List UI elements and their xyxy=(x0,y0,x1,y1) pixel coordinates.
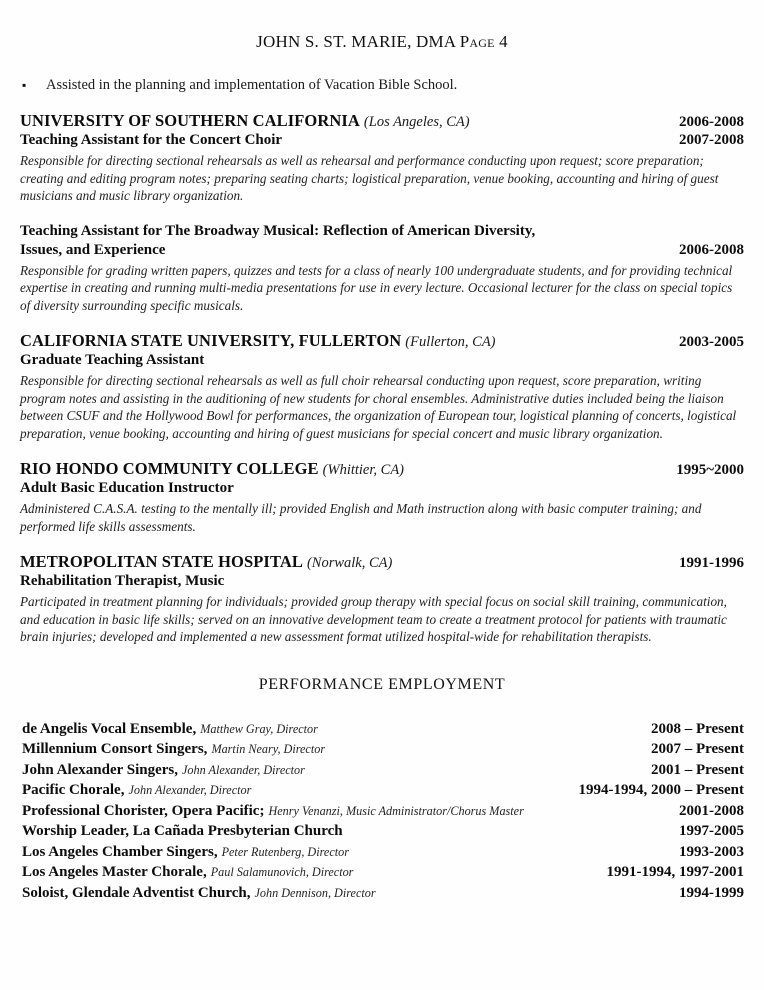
employment-org-line xyxy=(20,111,744,131)
performance-dates: 1994-1999 xyxy=(679,884,744,901)
bullet-list-item xyxy=(20,76,744,94)
performance-row xyxy=(20,739,744,760)
employment-role-dates: 2007-2008 xyxy=(679,132,744,148)
employment-role: Teaching Assistant for The Broadway Musical: Reflection of American Diversity, xyxy=(20,222,536,239)
performance-row xyxy=(20,862,744,883)
performance-ensemble: Los Angeles Master Chorale, xyxy=(22,864,207,880)
performance-director: John Dennison, Director xyxy=(254,885,376,900)
performance-director: Martin Neary, Director xyxy=(211,742,326,756)
employment-role: Teaching Assistant for the Concert Choir xyxy=(20,132,283,148)
performance-director: Matthew Gray, Director xyxy=(200,721,318,736)
employment-description: Responsible for directing sectional rehearsals as well as rehearsal and performance conducting upon request; score preparation; creating and editing program notes; preparing seating charts; logistical preparation, venue booking, accounting and hiring of guest musicians and music library organization. xyxy=(20,153,719,203)
employment-role-line xyxy=(20,572,744,591)
employment-entry xyxy=(20,331,744,442)
employment-org-line xyxy=(20,552,744,572)
employment-org-dates: 1991-1996 xyxy=(679,555,744,571)
performance-row xyxy=(20,719,744,740)
performance-row xyxy=(20,801,744,822)
employment-role-dates: 2006-2008 xyxy=(679,241,744,258)
employment-org-line xyxy=(20,331,744,351)
performance-row xyxy=(20,842,744,863)
performance-dates: 1997-2005 xyxy=(679,823,744,839)
performance-ensemble: de Angelis Vocal Ensemble, xyxy=(22,720,197,737)
employment-organization: METROPOLITAN STATE HOSPITAL xyxy=(20,552,303,571)
employment-description: Responsible for grading written papers, quizzes and tests for a class of nearly 100 undergraduate students, and for providing technical expertise in creating and running multi-media presentations for use in every lecture. Occasional lecturer for the class on special topics of diversity surrounding specific musicals. xyxy=(20,262,733,313)
employment-location: (Los Angeles, CA) xyxy=(363,114,470,130)
employment-role: Rehabilitation Therapist, Music xyxy=(20,573,225,589)
employment-role: Graduate Teaching Assistant xyxy=(20,352,205,368)
performance-ensemble: Professional Chorister, Opera Pacific; xyxy=(22,802,265,819)
performance-dates: 2001-2008 xyxy=(679,802,744,819)
employment-role-line xyxy=(20,479,744,498)
employment-organization: CALIFORNIA STATE UNIVERSITY, FULLERTON xyxy=(20,331,402,350)
employment-entry xyxy=(20,111,744,205)
performance-ensemble: Los Angeles Chamber Singers, xyxy=(22,843,218,860)
bullet-marker-icon: ▪ xyxy=(22,78,27,92)
employment-organization: RIO HONDO COMMUNITY COLLEGE xyxy=(20,459,319,478)
employment-location: (Norwalk, CA) xyxy=(306,555,393,571)
performance-dates: 2008 – Present xyxy=(650,720,744,737)
performance-director: Peter Rutenberg, Director xyxy=(221,844,349,859)
performance-ensemble: Soloist, Glendale Adventist Church, xyxy=(22,884,251,901)
performance-employment-list xyxy=(20,719,744,904)
employment-entry xyxy=(20,459,744,535)
employment-role-line xyxy=(20,131,744,150)
performance-employment-heading: PERFORMANCE EMPLOYMENT xyxy=(258,675,506,693)
performance-director: Henry Venanzi, Music Administrator/Chorus Master xyxy=(268,803,524,818)
performance-row xyxy=(20,780,744,801)
performance-dates: 1991-1994, 1997-2001 xyxy=(606,864,744,880)
employment-role-line xyxy=(20,222,744,241)
employment-role-line2: Issues, and Experience xyxy=(20,241,166,258)
performance-row xyxy=(20,821,744,842)
employment-org-dates: 2003-2005 xyxy=(679,334,744,350)
performance-row xyxy=(20,760,744,781)
performance-dates: 2001 – Present xyxy=(650,761,744,778)
performance-ensemble: Millennium Consort Singers, xyxy=(22,741,208,757)
employment-org-dates: 1995~2000 xyxy=(676,462,744,478)
employment-org-dates: 2006-2008 xyxy=(679,114,744,130)
employment-entry xyxy=(20,222,744,315)
performance-ensemble: John Alexander Singers, xyxy=(22,761,178,778)
employment-entry xyxy=(20,552,744,646)
performance-director: Paul Salamunovich, Director xyxy=(210,865,354,879)
performance-row xyxy=(20,883,744,904)
employment-location: (Fullerton, CA) xyxy=(405,334,496,350)
employment-organization: UNIVERSITY OF SOUTHERN CALIFORNIA xyxy=(20,111,360,130)
bullet-item-text: Assisted in the planning and implementation of Vacation Bible School. xyxy=(46,77,458,93)
employment-description: Administered C.A.S.A. testing to the mentally ill; provided English and Math instruction along with basic computer training; and performed life skills assessments. xyxy=(20,501,702,534)
employment-role-line xyxy=(20,351,744,370)
employment-role: Adult Basic Education Instructor xyxy=(20,480,234,496)
performance-dates: 2007 – Present xyxy=(650,741,744,757)
performance-dates: 1994-1994, 2000 – Present xyxy=(578,782,744,798)
employment-org-line xyxy=(20,459,744,479)
performance-ensemble: Pacific Chorale, xyxy=(22,782,125,798)
employment-description: Responsible for directing sectional rehearsals as well as full choir rehearsal conducting upon request, score preparation, writing program notes and assisting in the auditioning of new students for choral ensembles. Administrative duties included being the liaison between CSUF and the Hollywood Bowl for performances, the organization of European tour, logistical planning of concerts, logistical preparation, venue booking, accounting and hiring of guest musicians for special concert and music library organization. xyxy=(20,373,737,441)
performance-director: John Alexander, Director xyxy=(128,783,252,797)
page-header: JOHN S. ST. MARIE, DMA Page 4 xyxy=(256,32,508,51)
performance-ensemble: Worship Leader, La Cañada Presbyterian Church xyxy=(22,823,343,839)
performance-director: John Alexander, Director xyxy=(182,762,305,777)
employment-location: (Whittier, CA) xyxy=(322,462,405,478)
performance-dates: 1993-2003 xyxy=(679,843,744,860)
employment-role-line-continued xyxy=(20,241,744,260)
employment-description: Participated in treatment planning for individuals; provided group therapy with special focus on social skill training, communication, and education in basic life skills; served on an innovative development team to create a treatment protocol for patients with traumatic brain injuries; developed and implemented a new assessment format utilized hospital-wide for rehabilitation therapists. xyxy=(20,594,727,644)
